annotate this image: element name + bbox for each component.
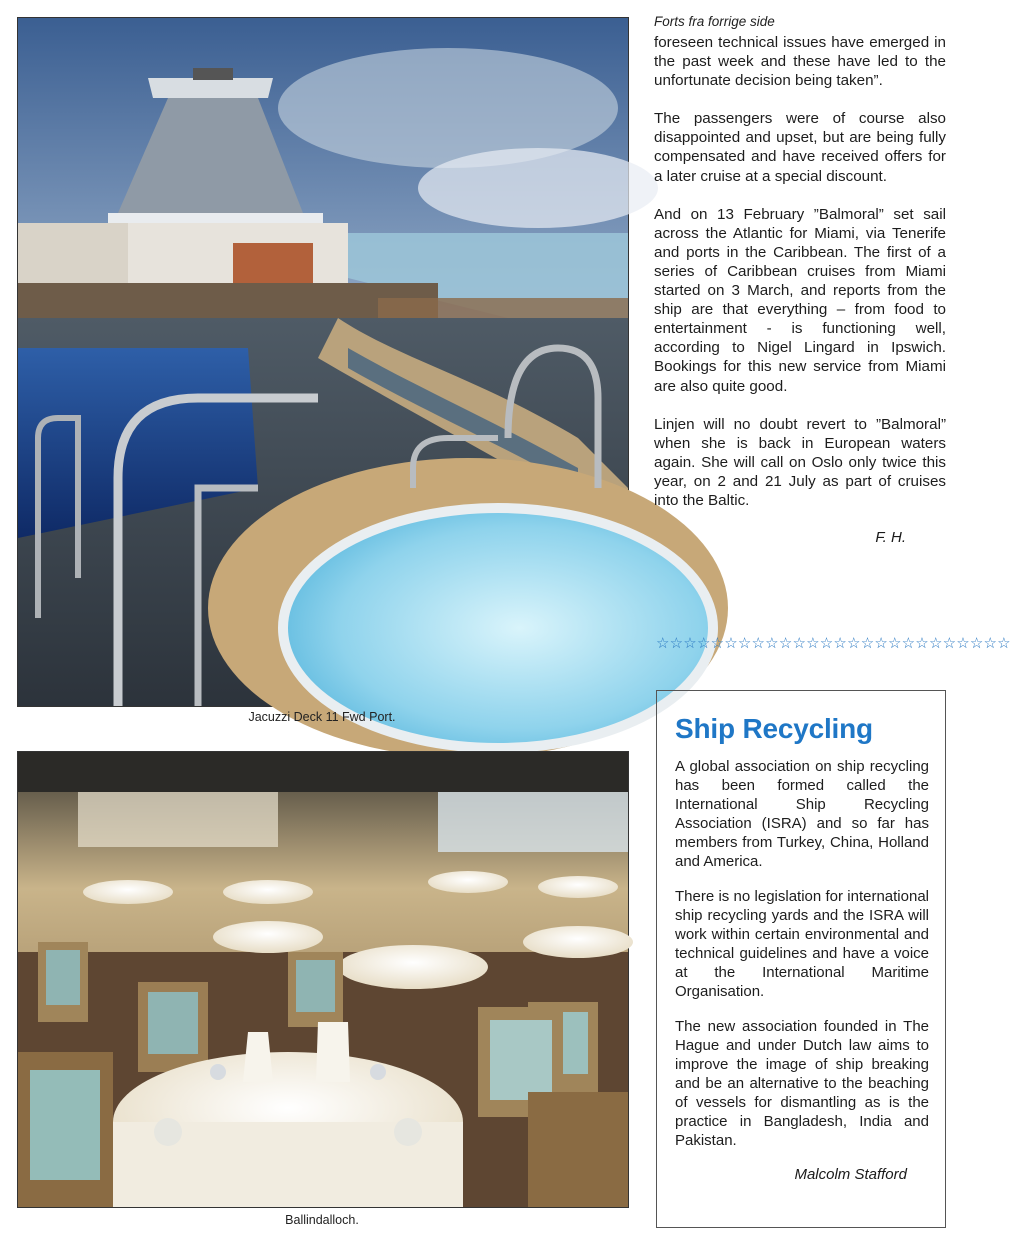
article-column (654, 14, 946, 546)
article-paragraph: foreseen technical issues have emerged in the past week and these have led to the unfortunate decision being taken”. (654, 34, 946, 90)
continued-note: Forts fra forrige side (654, 14, 775, 29)
box-title: Ship Recycling (675, 713, 873, 744)
dining-room-photo (17, 751, 629, 1208)
star-divider: ☆☆☆☆☆☆☆☆☆☆☆☆☆☆☆☆☆☆☆☆☆☆☆☆☆☆ (656, 635, 1011, 652)
jacuzzi-deck-photo (17, 17, 629, 707)
article-paragraph: The passengers were of course also disappointed and upset, but are being fully compensated and have received offers for a later cruise at a special discount. (654, 110, 946, 185)
box-paragraph: There is no legislation for international ship recycling yards and the ISRA will work within certain environmental and technical guidelines and have a voice at the International Maritime Organisation. (675, 888, 929, 1000)
box-paragraph: The new association founded in The Hague and under Dutch law aims to improve the image of ship breaking and be an alternative to the beaching of vessels for dismantling as is the practice in Bangladesh, India and Pakistan. (675, 1018, 929, 1149)
article-signature: F. H. (875, 529, 906, 547)
box-signature: Malcolm Stafford (794, 1166, 907, 1183)
article-paragraph: And on 13 February ”Balmoral” set sail across the Atlantic for Miami, via Tenerife and ports in the Caribbean. The first of a series of Caribbean cruises from Miami started on 3 March, and reports from the ship are that everything – from food to entertainment - is functioning well, according to Nigel Lingard in Ipswich. Bookings for this new service from Miami are also quite good. (654, 205, 946, 395)
ship-recycling-box (656, 690, 946, 1228)
article-paragraph: Linjen will no doubt revert to ”Balmoral” when she is back in European waters again. She will call on Oslo only twice this year, on 2 and 21 July as part of cruises into the Baltic. (654, 415, 946, 509)
jacuzzi-photo-caption: Jacuzzi Deck 11 Fwd Port. (248, 710, 396, 724)
box-paragraph: A global association on ship recycling has been formed called the International Ship Recycling Association (ISRA) and so far has members from Turkey, China, Holland and America. (675, 758, 929, 870)
dining-photo-caption: Ballindalloch. (285, 1213, 359, 1227)
